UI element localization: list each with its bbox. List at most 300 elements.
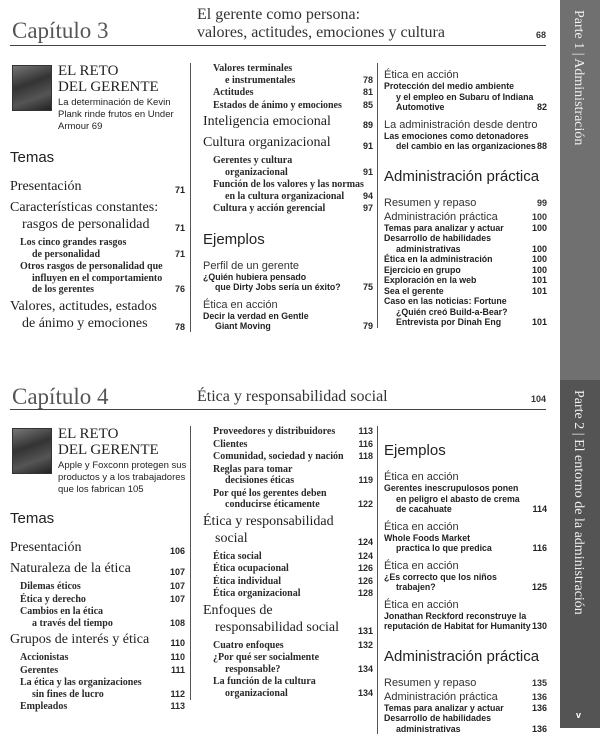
toc-entry-text: en la cultura organizacional (225, 191, 344, 202)
toc-entry-line (384, 317, 547, 328)
toc-entry-text: Cultura y acción gerencial (213, 203, 325, 214)
toc-entry-line (384, 131, 547, 142)
toc-entry-line (213, 451, 373, 463)
toc-page-number: 100 (532, 265, 547, 276)
toc-entry-text: organizacional (225, 688, 288, 699)
toc-entry (203, 602, 373, 636)
toc-column (10, 426, 185, 714)
toc-column (190, 63, 373, 332)
toc-entry (384, 599, 547, 611)
toc-entry-text: La ética y las organizaciones (20, 677, 142, 688)
toc-entry-text: Administración práctica (384, 691, 498, 703)
toc-entry-text: Presentación (10, 540, 82, 555)
section-heading (203, 231, 373, 248)
toc-entry-line (20, 237, 185, 249)
toc-entry-text: Ética en la administración (384, 254, 493, 264)
toc-page-number: 88 (537, 141, 547, 152)
toc-entry-line (384, 102, 547, 113)
toc-entry (20, 652, 185, 664)
toc-page-number: 132 (358, 640, 373, 652)
toc-entry-text: Gerentes inescrupulosos ponen (384, 483, 518, 493)
toc-entry-text: Comunidad, sociedad y nación (213, 451, 344, 462)
toc-entry-text: Proveedores y distribuidores (213, 426, 335, 437)
toc-entry-text: conducirse éticamente (225, 499, 320, 510)
toc-page-number: 126 (358, 563, 373, 575)
toc-entry (10, 539, 185, 556)
toc-entry-text: social (215, 531, 248, 546)
toc-entry (20, 594, 185, 606)
chapter-title (197, 388, 388, 406)
toc-entry (384, 197, 547, 209)
toc-entry-line (213, 664, 373, 676)
toc-entry-text: Cuatro enfoques (213, 640, 284, 651)
toc-page-number: 136 (532, 724, 547, 734)
toc-entry-text: Ética individual (213, 576, 281, 587)
toc-entry (384, 275, 547, 286)
section-heading (384, 168, 547, 185)
toc-page-number: 136 (532, 691, 547, 703)
toc-entry (384, 677, 547, 689)
toc-page-number: 78 (175, 319, 185, 336)
toc-entry-line (213, 75, 373, 87)
toc-entry (213, 63, 373, 86)
toc-entry-line (384, 599, 547, 611)
toc-entry-text: Exploración en la web (384, 275, 476, 285)
toc-entry-text: Función de los valores y las normas (213, 179, 364, 190)
toc-page-number: 108 (170, 618, 185, 630)
toc-entry-line (20, 701, 185, 713)
toc-entry-line (384, 504, 547, 515)
toc-entry-line (384, 533, 547, 544)
toc-page-number: 126 (358, 576, 373, 588)
toc-entry (213, 426, 373, 438)
toc-page-number: 119 (358, 475, 373, 487)
toc-entry-line (203, 231, 373, 248)
toc-entry (20, 665, 185, 677)
toc-page-number: 124 (358, 534, 373, 551)
toc-entry-line (213, 87, 373, 99)
toc-entry (384, 223, 547, 234)
toc-entry (203, 299, 373, 311)
toc-page-number: 100 (532, 244, 547, 255)
toc-page-number: 111 (171, 665, 185, 677)
toc-entry (213, 451, 373, 463)
toc-entry-line (384, 168, 547, 185)
toc-entry-text: Resumen y repaso (384, 677, 476, 689)
toc-page-number: 100 (532, 254, 547, 265)
toc-entry-text: Entrevista por Dinah Eng (396, 317, 501, 327)
toc-entry (213, 87, 373, 99)
toc-entry-text: Administración práctica (384, 168, 539, 185)
toc-entry-text: Grupos de interés y ética (10, 632, 149, 647)
toc-entry-text: responsable? (225, 664, 280, 675)
section-heading (384, 442, 547, 459)
toc-entry-line (213, 576, 373, 588)
chapter-page-number: 104 (531, 394, 546, 404)
toc-entry-text: Temas para analizar y actuar (384, 223, 504, 233)
toc-entry-line (213, 563, 373, 575)
toc-entry-line (384, 471, 547, 483)
toc-entry (384, 254, 547, 265)
toc-entry-line (203, 113, 373, 130)
toc-entry-line (384, 494, 547, 505)
toc-entry-line (203, 311, 373, 322)
toc-entry-line (213, 640, 373, 652)
toc-page-number: 78 (363, 75, 373, 87)
toc-page-number: 110 (170, 652, 185, 664)
toc-entry-text: Dilemas éticos (20, 581, 81, 592)
toc-entry (384, 265, 547, 276)
toc-entry-line (20, 677, 185, 689)
toc-entry-line (384, 483, 547, 494)
toc-entry-line (213, 551, 373, 563)
toc-entry (20, 237, 185, 260)
toc-entry (384, 131, 547, 152)
toc-entry-line (20, 273, 185, 285)
toc-entry-text: Giant Moving (215, 321, 271, 331)
toc-entry-text: Ética en acción (384, 471, 459, 483)
toc-entry-line (20, 665, 185, 677)
toc-entry-text: Ejercicio en grupo (384, 265, 461, 275)
toc-entry-line (384, 265, 547, 276)
toc-entry (384, 691, 547, 703)
toc-entry-line (20, 261, 185, 273)
toc-entry (213, 203, 373, 215)
toc-entry-text: rasgos de personalidad (22, 217, 150, 232)
toc-entry-text: Valores terminales (213, 63, 292, 74)
toc-entry (20, 261, 185, 296)
toc-entry-text: Sea el gerente (384, 286, 444, 296)
toc-page-number: 128 (358, 588, 373, 600)
toc-page-number: 113 (170, 701, 185, 713)
toc-entry-text: Naturaleza de la ética (10, 561, 131, 576)
part-1-side-tab (560, 0, 600, 380)
toc-entry-text: que Dirty Jobs sería un éxito? (215, 282, 341, 292)
toc-entry-text: Estados de ánimo y emociones (213, 100, 342, 111)
toc-entry-text: Ejemplos (203, 231, 265, 248)
toc-entry-line (20, 652, 185, 664)
toc-entry-text: Enfoques de (203, 603, 273, 618)
toc-entry (213, 551, 373, 563)
toc-page-number: 101 (532, 286, 547, 297)
toc-entry-line (384, 197, 547, 209)
toc-page-number: 131 (358, 623, 373, 640)
toc-entry (384, 81, 547, 113)
toc-entry-text: organizacional (225, 167, 288, 178)
toc-entry-text: Ética en acción (384, 69, 459, 81)
toc-entry-line (203, 530, 373, 547)
toc-entry-text: Caso en las noticias: Fortune (384, 296, 507, 306)
toc-page-number: 91 (363, 167, 373, 179)
toc-entry-text: Temas para analizar y actuar (384, 703, 504, 713)
toc-entry-line (10, 560, 185, 577)
toc-entry-text: Las emociones como detonadores (384, 131, 529, 141)
toc-entry-line (20, 581, 185, 593)
chapter-title-line: valores, actitudes, emociones y cultura (197, 24, 445, 42)
toc-page-number: 107 (170, 581, 185, 593)
toc-entry-line (213, 203, 373, 215)
toc-entry-line (203, 282, 373, 293)
toc-entry-text: Ética y responsabilidad (203, 514, 334, 529)
toc-entry-text: Reglas para tomar (213, 464, 292, 475)
chapter-title-line: Ética y responsabilidad social (197, 388, 388, 406)
divider-rule (10, 409, 546, 410)
toc-page-number: 134 (358, 664, 373, 676)
chapter-title-line: El gerente como persona: (197, 6, 445, 24)
part-1-label: Parte 1 | Administración (570, 10, 586, 145)
toc-entry-line (203, 299, 373, 311)
chapter-3-section (0, 0, 560, 378)
toc-entry-text: Jonathan Reckford reconstruye la (384, 611, 526, 621)
toc-entry-text: Administración práctica (384, 211, 498, 223)
toc-entry-text: Perfil de un gerente (203, 260, 299, 272)
toc-entry (384, 533, 547, 554)
toc-entry (10, 199, 185, 233)
toc-entry-text: Desarrollo de habilidades (384, 233, 491, 243)
toc-entry-text: Ejemplos (384, 442, 446, 459)
toc-entry-line (384, 275, 547, 286)
toc-page-number: 75 (363, 282, 373, 293)
toc-entry-line (384, 648, 547, 665)
toc-page-number: 100 (532, 211, 547, 223)
toc-entry-text: Gerentes y cultura (213, 155, 292, 166)
toc-entry (384, 211, 547, 223)
toc-entry (213, 676, 373, 699)
toc-entry-text: ¿Quién creó Build-a-Bear? (396, 307, 507, 317)
chapter-number: Capítulo 4 (12, 384, 108, 410)
toc-entry (213, 179, 373, 202)
toc-entry-text: de personalidad (32, 249, 100, 260)
toc-entry-text: Por qué los gerentes deben (213, 488, 327, 499)
toc-entry-line (384, 611, 547, 622)
toc-entry-line (384, 572, 547, 583)
toc-entry-text: trabajen? (396, 582, 436, 592)
toc-page-number: 82 (537, 102, 547, 113)
toc-entry-line (213, 439, 373, 451)
reto-title-line: EL RETO (58, 63, 159, 79)
toc-entry-line (213, 475, 373, 487)
toc-entry-line (384, 621, 547, 632)
toc-entry-text: ¿Es correcto que los niños (384, 572, 497, 582)
toc-page-number: 79 (363, 321, 373, 332)
toc-entry-line (384, 233, 547, 244)
toc-entry-text: Temas (10, 510, 54, 527)
reto-photo (12, 428, 52, 474)
toc-entry (203, 311, 373, 332)
toc-entry-line (203, 321, 373, 332)
toc-entry-line (10, 315, 185, 332)
toc-entry-line (20, 606, 185, 618)
toc-page-number: 134 (358, 688, 373, 700)
toc-page-number: 136 (532, 703, 547, 714)
toc-entry-line (384, 223, 547, 234)
toc-entry-text: Desarrollo de habilidades (384, 713, 491, 723)
toc-entry-text: practica lo que predica (396, 543, 492, 553)
toc-entry-line (10, 216, 185, 233)
toc-entry-line (213, 179, 373, 191)
chapter-page-number: 68 (536, 30, 546, 40)
reto-del-gerente-block (10, 426, 185, 494)
toc-entry (384, 119, 547, 131)
toc-page-number: 94 (363, 191, 373, 203)
toc-page-number: 81 (363, 87, 373, 99)
toc-entry-line (384, 677, 547, 689)
toc-entry-line (213, 676, 373, 688)
toc-entry (213, 563, 373, 575)
toc-entry (384, 703, 547, 714)
toc-entry (203, 513, 373, 547)
toc-entry-line (10, 178, 185, 195)
reto-title-line: EL RETO (58, 426, 159, 442)
toc-entry-text: Clientes (213, 439, 247, 450)
toc-entry (384, 521, 547, 533)
toc-entry-text: Presentación (10, 179, 82, 194)
toc-entry-text: Whole Foods Market (384, 533, 470, 543)
toc-entry-text: sin fines de lucro (32, 689, 104, 700)
section-heading (10, 510, 185, 527)
toc-entry-line (384, 286, 547, 297)
toc-entry-line (20, 689, 185, 701)
toc-page-number: 71 (175, 220, 185, 237)
toc-entry-text: Actitudes (213, 87, 254, 98)
toc-entry (203, 272, 373, 293)
toc-entry-text: administrativas (396, 244, 461, 254)
toc-entry-line (10, 631, 185, 648)
reto-description (58, 460, 188, 496)
divider-rule (10, 45, 546, 46)
reto-title (58, 63, 159, 95)
toc-entry-line (203, 272, 373, 283)
toc-entry-line (213, 588, 373, 600)
toc-page-number: 135 (532, 677, 547, 689)
reto-title (58, 426, 159, 458)
toc-entry-text: Empleados (20, 701, 67, 712)
toc-entry (384, 560, 547, 572)
toc-column (190, 426, 373, 700)
toc-entry (213, 652, 373, 675)
toc-page-number: 101 (532, 317, 547, 328)
toc-column (10, 63, 185, 336)
toc-page-number: 116 (532, 543, 547, 554)
toc-entry (384, 611, 547, 632)
toc-entry-line (10, 510, 185, 527)
toc-entry-text: Ética social (213, 551, 262, 562)
toc-entry-line (20, 618, 185, 630)
toc-entry-text: Ética en acción (384, 599, 459, 611)
toc-entry-text: Ética ocupacional (213, 563, 289, 574)
toc-entry-text: Ética organizacional (213, 588, 301, 599)
toc-entry-line (213, 155, 373, 167)
toc-entry (203, 260, 373, 272)
toc-entry-line (20, 249, 185, 261)
toc-entry-line (213, 191, 373, 203)
toc-page-number: 124 (358, 551, 373, 563)
toc-entry (213, 588, 373, 600)
toc-entry-text: e instrumentales (225, 75, 295, 86)
toc-entry-line (384, 211, 547, 223)
toc-entry-line (20, 594, 185, 606)
toc-page-number: 71 (175, 249, 185, 261)
toc-entry-line (213, 688, 373, 700)
toc-entry-text: Ética y derecho (20, 594, 86, 605)
reto-title-line: DEL GERENTE (58, 79, 159, 95)
toc-page-number: 76 (175, 284, 185, 296)
toc-entry-text: Automotive (396, 102, 444, 112)
toc-entry-text: La administración desde dentro (384, 119, 537, 131)
reto-description (58, 97, 188, 133)
toc-entry (384, 572, 547, 593)
toc-entry (213, 488, 373, 511)
toc-entry-line (384, 724, 547, 734)
toc-entry-line (384, 560, 547, 572)
toc-entry-line (10, 539, 185, 556)
toc-column (377, 63, 547, 328)
toc-entry-text: Valores, actitudes, estados (10, 299, 157, 314)
toc-entry-text: decisiones éticas (225, 475, 294, 486)
toc-entry (20, 581, 185, 593)
toc-entry (213, 155, 373, 178)
toc-entry-text: de los gerentes (32, 284, 94, 295)
reto-page: 105 (128, 484, 144, 495)
reto-photo (12, 65, 52, 111)
toc-entry (10, 178, 185, 195)
toc-entry-line (384, 141, 547, 152)
toc-entry-line (213, 652, 373, 664)
toc-entry-text: Resumen y repaso (384, 197, 476, 209)
toc-entry (203, 134, 373, 151)
toc-entry (213, 576, 373, 588)
toc-page-number: 125 (532, 582, 547, 593)
toc-entry-line (384, 543, 547, 554)
toc-entry-line (384, 307, 547, 318)
toc-entry-line (203, 134, 373, 151)
toc-entry-text: Decir la verdad en Gentle (203, 311, 309, 321)
section-heading (10, 149, 185, 166)
toc-entry-line (213, 499, 373, 511)
toc-entry-line (213, 63, 373, 75)
chapter-title (197, 6, 445, 42)
toc-entry-text: y el empleo en Subaru of Indiana (396, 92, 533, 102)
toc-entry-text: Cultura organizacional (203, 135, 331, 150)
toc-entry-text: Accionistas (20, 652, 68, 663)
reto-text: Apple y Foxconn protegen sus productos y a los trabajadores que los fabrican (58, 460, 186, 495)
toc-entry-line (203, 513, 373, 530)
toc-entry (213, 100, 373, 112)
toc-page-number: 122 (358, 499, 373, 511)
reto-del-gerente-block (10, 63, 185, 133)
toc-page-number: 107 (170, 564, 185, 581)
toc-entry (203, 113, 373, 130)
toc-entry-text: de ánimo y emociones (22, 316, 148, 331)
toc-page-number: 113 (358, 426, 373, 438)
toc-entry (384, 233, 547, 254)
toc-entry-line (10, 149, 185, 166)
toc-entry (384, 483, 547, 515)
toc-entry-line (384, 691, 547, 703)
part-2-side-tab (560, 380, 600, 728)
toc-entry-text: Temas (10, 149, 54, 166)
toc-entry-line (384, 296, 547, 307)
toc-entry-line (213, 464, 373, 476)
toc-entry-line (384, 81, 547, 92)
toc-column (377, 426, 547, 734)
toc-entry-text: influyen en el comportamiento (32, 273, 162, 284)
toc-entry (384, 69, 547, 81)
toc-entry-text: Características constantes: (10, 200, 158, 215)
toc-page-number: 101 (532, 275, 547, 286)
toc-page-number: 100 (532, 223, 547, 234)
toc-entry-text: La función de la cultura (213, 676, 316, 687)
